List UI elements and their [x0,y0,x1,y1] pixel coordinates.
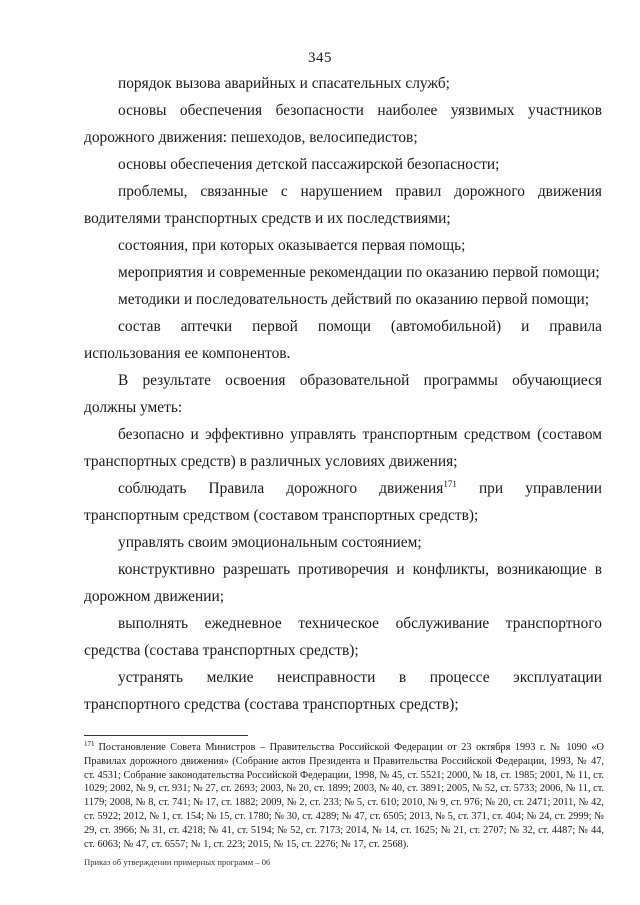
paragraph: состояния, при которых оказывается первая помощь; [118,237,466,254]
footnote-divider [84,735,248,736]
footnote-reference[interactable]: 171 [443,478,457,489]
paragraph: выполнять ежедневное техническое обслуживание транспортного средства (состава транспортных средств); [84,615,602,659]
paragraph-with-footnote [84,475,602,529]
paragraph: безопасно и эффективно управлять транспортным средством (составом транспортных средств) в различных условиях движения; [84,426,602,470]
paragraph: основы обеспечения детской пассажирской безопасности; [118,156,500,173]
paragraph-text: соблюдать Правила дорожного движения [118,480,444,497]
paragraph: конструктивно разрешать противоречия и конфликты, возникающие в дорожном движении; [84,561,602,605]
paragraph-text: при управлении транспортным средством (составом транспортных средств); [84,480,602,524]
paragraph: состав аптечки первой помощи (автомобильной) и правила использования ее компонентов. [84,318,602,362]
body-text [84,70,602,718]
footnote [84,741,604,851]
paragraph: методики и последовательность действий по оказанию первой помощи; [118,291,589,308]
page-number: 345 [308,50,332,66]
paragraph: устранять мелкие неисправности в процессе эксплуатации транспортного средства (состава транспортных средств); [84,669,602,713]
paragraph: мероприятия и современные рекомендации по оказанию первой помощи; [118,264,600,281]
paragraph: проблемы, связанные с нарушением правил дорожного движения водителями транспортных средств и их последствиями; [84,183,602,227]
footnote-number: 171 [84,739,95,748]
page-footer: Приказ об утверждении примерных программ – 06 [84,857,271,867]
paragraph: управлять своим эмоциональным состоянием; [118,534,422,551]
paragraph: В результате освоения образовательной программы обучающиеся должны уметь: [84,372,602,416]
paragraph: основы обеспечения безопасности наиболее уязвимых участников дорожного движения: пешеходов, велосипедистов; [84,102,602,146]
footnote-text: Постановление Совета Министров – Правительства Российской Федерации от 23 октября 1993 г. № 1090 «О Правилах дорожного движения» (Собрание актов Президента и Правительства Российской Федерации, 1993, № 47, ст. 4531; Собрание законодательства Российской Федерации, 1998, № 45, ст. 5521; 2000, № 18, ст. 1985; 2001, № 11, ст. 1029; 2002, № 9, ст. 931; № 27, ст. 2693; 2003, № 20, ст. 1899; 2003, № 40, ст. 3891; 2005, № 52, ст. 5733; 2006, № 11, ст. 1179; 2008, № 8, ст. 741; № 17, ст. 1882; 2009, № 2, ст. 233; № 5, ст. 610; 2010, № 9, ст. 976; № 20, ст. 2471; 2011, № 42, ст. 5922; 2012, № 1, ст. 154; № 15, ст. 1780; № 30, ст. 4289; № 47, ст. 6505; 2013, № 5, ст. 371, ст. 404; № 24, ст. 2999; № 29, ст. 3966; № 31, ст. 4218; № 41, ст. 5194; № 52, ст. 7173; 2014, № 14, ст. 1625; № 21, ст. 2707; № 32, ст. 4487; № 44, ст. 6063; № 47, ст. 6557; № 1, ст. 223; 2015, № 15, ст. 2276; № 17, ст. 2568). [84,742,604,850]
paragraph: порядок вызова аварийных и спасательных служб; [118,75,450,92]
